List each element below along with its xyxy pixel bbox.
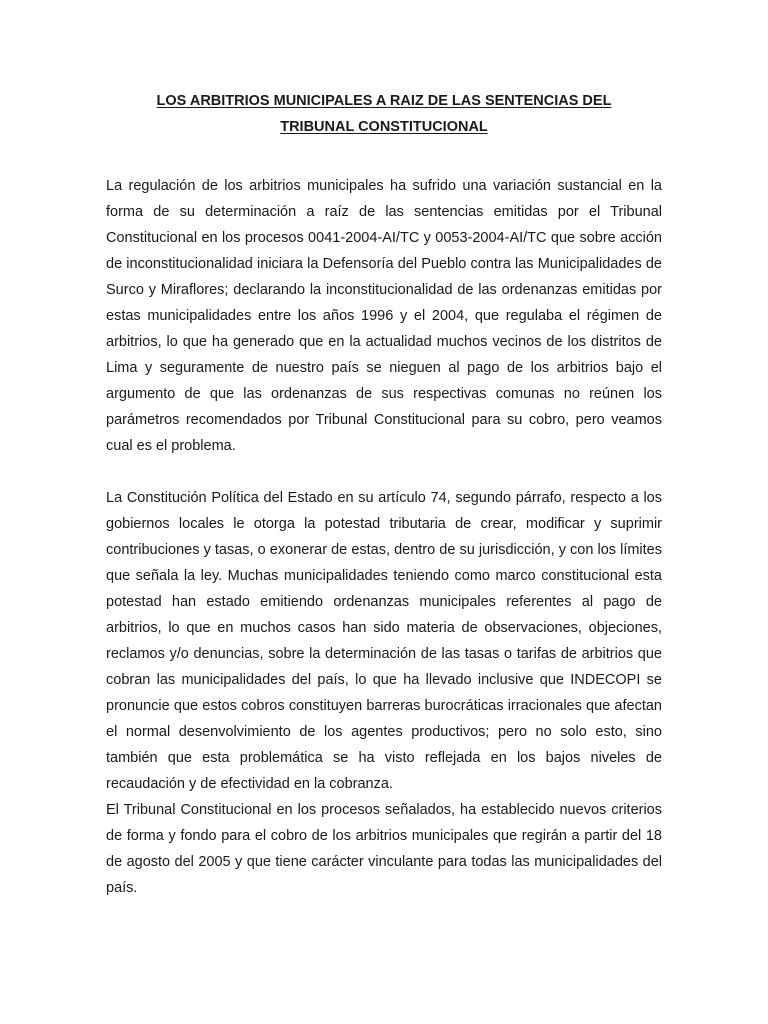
document-title-line-2: TRIBUNAL CONSTITUCIONAL (280, 119, 488, 135)
document-title-line-1: LOS ARBITRIOS MUNICIPALES A RAIZ DE LAS SENTENCIAS DEL (156, 93, 612, 109)
paragraph-2: La Constitución Política del Estado en su artículo 74, segundo párrafo, respecto a los gobiernos locales le otorga la potestad tributaria de crear, modificar y suprimir contribuciones y tasas, o exonerar de estas, dentro de su jurisdicción, y con los límites que señala la ley. Muchas municipalidades teniendo como marco constitucional esta potestad han estado emitiendo ordenanzas municipales referentes al pago de arbitrios, lo que en muchos casos han sido materia de observaciones, objeciones, reclamos y/o denuncias, sobre la determinación de las tasas o tarifas de arbitrios que cobran las municipalidades del país, lo que ha llevado inclusive que INDECOPI se pronuncie que estos cobros constituyen barreras burocráticas irracionales que afectan el normal desenvolvimiento de los agentes productivos; pero no solo esto, sino también que esta problemática se ha visto reflejada en los bajos niveles de recaudación y de efectividad en la cobranza. (106, 490, 662, 792)
paragraph-1: La regulación de los arbitrios municipales ha sufrido una variación sustancial en la forma de su determinación a raíz de las sentencias emitidas por el Tribunal Constitucional en los procesos 0041-2004-AI/TC y 0053-2004-AI/TC que sobre acción de inconstitucionalidad iniciara la Defensoría del Pueblo contra las Municipalidades de Surco y Miraflores; declarando la inconstitucionalidad de las ordenanzas emitidas por estas municipalidades entre los años 1996 y el 2004, que regulaba el régimen de arbitrios, lo que ha generado que en la actualidad muchos vecinos de los distritos de Lima y seguramente de nuestro país se nieguen al pago de los arbitrios bajo el argumento de que las ordenanzas de sus respectivas comunas no reúnen los parámetros recomendados por Tribunal Constitucional para su cobro, pero veamos cual es el problema. (106, 178, 662, 454)
paragraph-3: El Tribunal Constitucional en los procesos señalados, ha establecido nuevos criterios de forma y fondo para el cobro de los arbitrios municipales que regirán a partir del 18 de agosto del 2005 y que tiene carácter vinculante para todas las municipalidades del país. (106, 802, 662, 896)
document-page (106, 88, 662, 901)
